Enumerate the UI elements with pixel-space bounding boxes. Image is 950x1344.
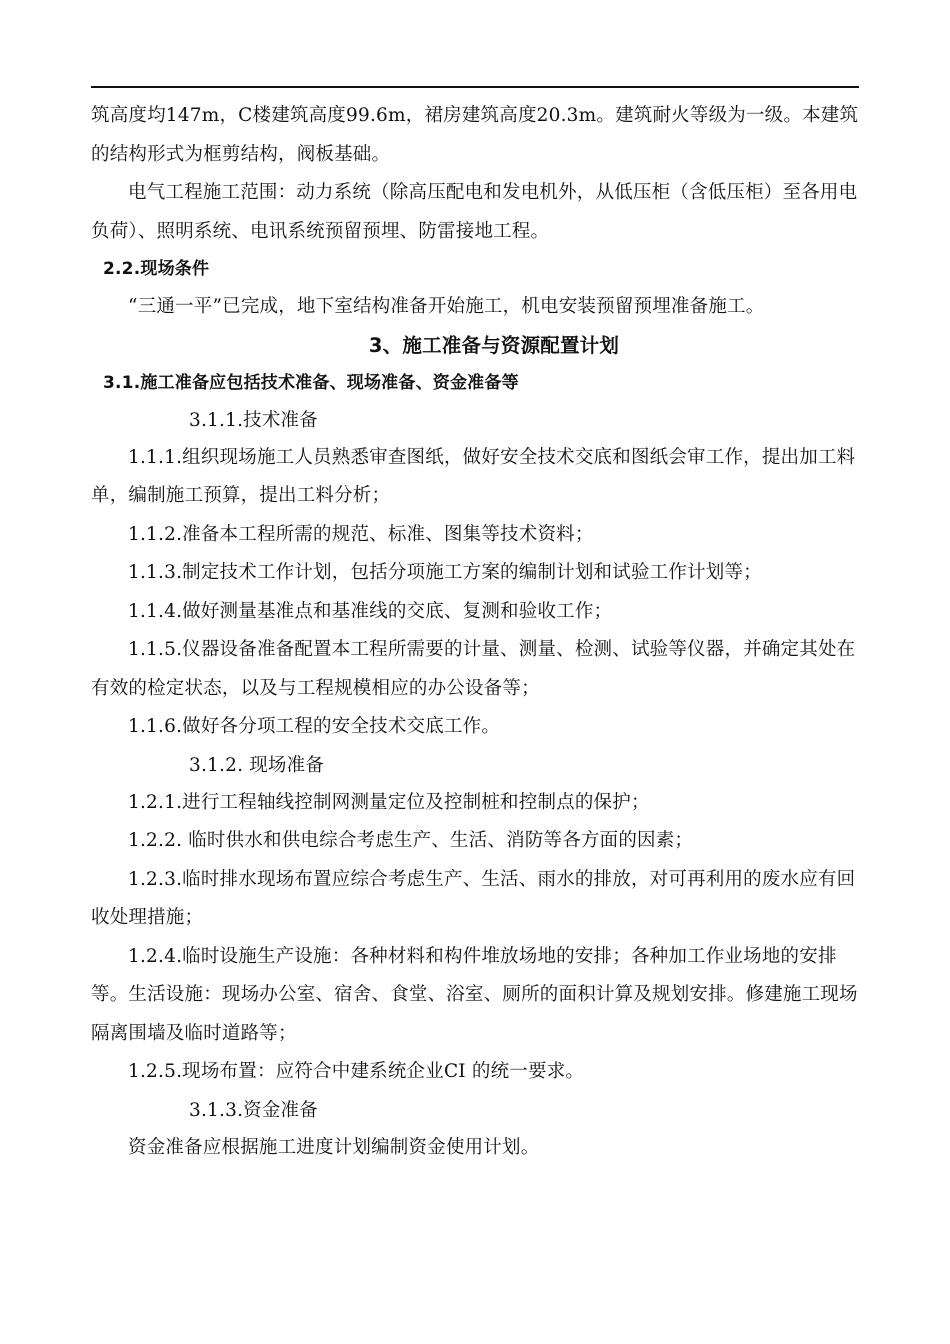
- list-item-1-1-3: 1.1.3.制定技术工作计划，包括分项施工方案的编制计划和试验工作计划等；: [128, 562, 762, 583]
- paragraph-site-conditions: “三通一平”已完成，地下室结构准备开始施工，机电安装预留预埋准备施工。: [128, 296, 765, 317]
- heading-3-1-3-funding-prep: 3.1.3.资金准备: [189, 1099, 318, 1121]
- list-item-1-1-5: 1.1.5.仪器设备准备配置本工程所需要的计量、测量、检测、试验等仪器，并确定其处在有效的检定状态，以及与工程规模相应的办公设备等；: [91, 639, 856, 699]
- heading-3-construction-prep: 3、施工准备与资源配置计划: [368, 333, 620, 357]
- document-body: [91, 97, 859, 1167]
- list-item-1-2-2: 1.2.2. 临时供水和供电综合考虑生产、生活、消防等各方面的因素；: [128, 830, 694, 851]
- list-item-1-2-3: 1.2.3.临时排水现场布置应综合考虑生产、生活、雨水的排放，对可再利用的废水应有回收处理措施；: [91, 868, 856, 928]
- heading-3-1-prep-items: 3.1.施工准备应包括技术准备、现场准备、资金准备等: [103, 372, 519, 393]
- header-rule: [91, 86, 859, 88]
- list-item-1-1-2: 1.1.2.准备本工程所需的规范、标准、图集等技术资料；: [128, 523, 594, 545]
- list-item-1-1-4: 1.1.4.做好测量基准点和基准线的交底、复测和验收工作；: [128, 600, 613, 622]
- list-item-1-1-1: 1.1.1.组织现场施工人员熟悉审查图纸，做好安全技术交底和图纸会审工作，提出加工料单，编制施工预算，提出工料分析；: [91, 446, 856, 506]
- heading-3-1-1-technical-prep: 3.1.1.技术准备: [189, 409, 318, 431]
- list-item-1-1-6: 1.1.6.做好各分项工程的安全技术交底工作。: [128, 716, 501, 737]
- list-item-1-2-5: 1.2.5.现场布置：应符合中建系统企业CI 的统一要求。: [128, 1061, 585, 1082]
- list-item-1-2-1: 1.2.1.进行工程轴线控制网测量定位及控制桩和控制点的保护；: [128, 791, 650, 813]
- paragraph-funding-prep: 资金准备应根据施工进度计划编制资金使用计划。: [128, 1136, 540, 1158]
- heading-2-2-site-conditions: 2.2.现场条件: [103, 259, 210, 279]
- list-item-1-2-4: 1.2.4.临时设施生产设施：各种材料和构件堆放场地的安排；各种加工作业场地的安排等。生活设施：现场办公室、宿舍、食堂、浴室、厕所的面积计算及规划安排。修建施工现场隔离围墙及临时道路等；: [91, 945, 858, 1044]
- paragraph-electrical-scope: 电气工程施工范围：动力系统（除高压配电和发电机外，从低压柜（含低压柜）至各用电负荷）、照明系统、电讯系统预留预埋、防雷接地工程。: [91, 182, 858, 242]
- paragraph-building-height: 筑高度均147m，C楼建筑高度99.6m，裙房建筑高度20.3m。建筑耐火等级为一级。本建筑的结构形式为框剪结构，阀板基础。: [91, 105, 859, 165]
- heading-3-1-2-site-prep: 3.1.2. 现场准备: [189, 754, 325, 776]
